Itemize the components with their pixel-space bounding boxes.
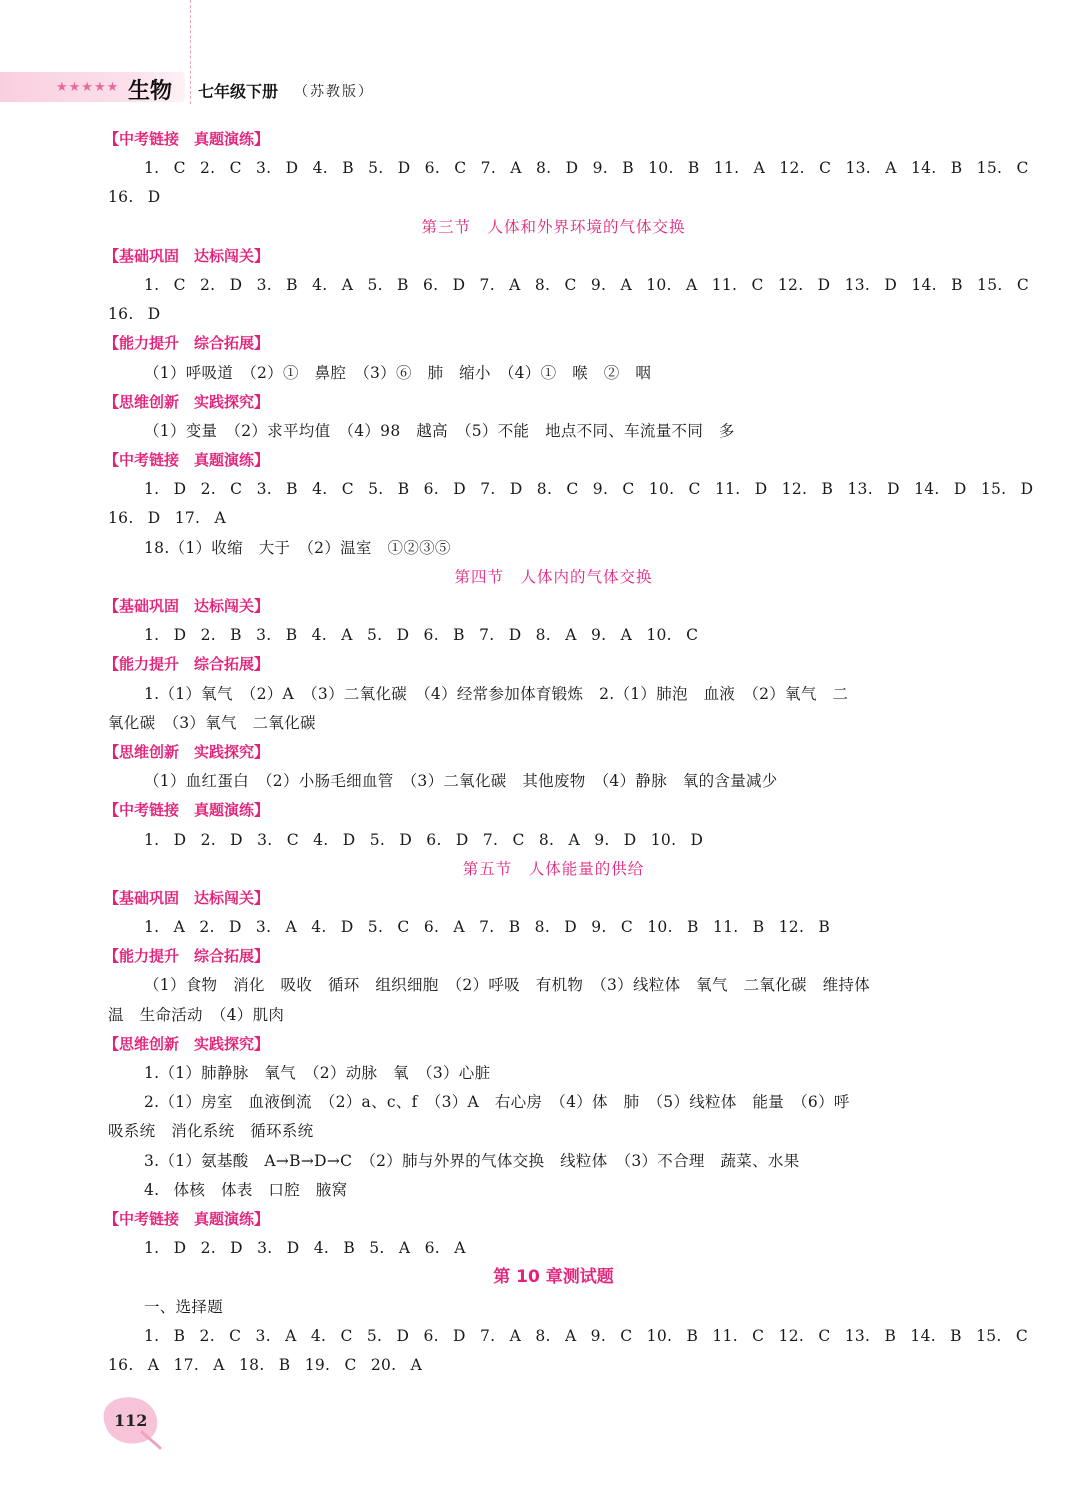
answer-line: 1. A 2. D 3. A 4. D 5. C 6. A 7. B 8. D 9. C 10. B 11. B 12. B [144,918,831,937]
answer-line: 4. 体核 体表 口腔 腋窝 [144,1180,348,1199]
section-tag: 【中考链接 真题演练】 [104,451,270,470]
edition-label: （苏教版） [294,84,374,100]
answer-line: （1）血红蛋白 （2）小肠毛细血管 （3）二氧化碳 其他废物 （4）静脉 氧的含量减少 [144,772,778,791]
answer-line: 1. D 2. D 3. D 4. B 5. A 6. A [144,1239,466,1258]
answer-continuation: 16. A 17. A 18. B 19. C 20. A [108,1355,423,1374]
answer-continuation: 温 生命活动 （4）肌肉 [108,1005,285,1024]
answer-line: （1）呼吸道 （2）① 鼻腔 （3）⑥ 肺 缩小 （4）① 喉 ② 咽 [144,363,652,382]
answer-line: 1. D 2. C 3. B 4. C 5. B 6. D 7. D 8. C 9. C 10. C 11. D 12. B 13. D 14. D 15. D [144,480,1034,499]
answer-continuation: 吸系统 消化系统 循环系统 [108,1122,314,1141]
answer-line: 1.（1）肺静脉 氧气 （2）动脉 氧 （3）心脏 [144,1064,491,1082]
answer-line: 一、选择题 [144,1297,224,1316]
answer-continuation: 氧化碳 （3）氧气 二氧化碳 [108,713,316,732]
section-tag: 【思维创新 实践探究】 [104,392,270,411]
section-tag: 【基础巩固 达标闯关】 [104,888,270,907]
answer-continuation: 16. D [108,188,161,207]
section-tag: 【能力提升 综合拓展】 [104,947,270,966]
section-tag: 【基础巩固 达标闯关】 [104,597,270,615]
answer-line: 1. C 2. D 3. B 4. A 5. B 6. D 7. A 8. C 9. A 10. A 11. C 12. D 13. D 14. B 15. C [144,275,1029,294]
section-heading: 第四节 人体内的气体交换 [454,567,653,586]
answer-line: （1）变量 （2）求平均值 （4）98 越高 （5）不能 地点不同、车流量不同 多 [144,421,735,440]
grade-label: 七年级下册 [198,82,279,101]
section-tag: 【中考链接 真题演练】 [104,801,270,820]
answer-line: （1）食物 消化 吸收 循环 组织细胞 （2）呼吸 有机物 （3）线粒体 氧气 二氧化碳 维持体 [144,976,870,995]
answer-line: 1. C 2. C 3. D 4. B 5. D 6. C 7. A 8. D 9. B 10. B 11. A 12. C 13. A 14. B 15. C [144,159,1029,178]
subject-title: 生物 [128,79,173,104]
rating-stars-icon: ★★★★★ [56,80,120,95]
cut-line [190,0,191,104]
answer-line: 1. B 2. C 3. A 4. C 5. D 6. D 7. A 8. A 9. C 10. B 11. C 12. C 13. B 14. B 15. C [144,1326,1029,1345]
section-tag: 【基础巩固 达标闯关】 [104,246,270,265]
section-heading: 第五节 人体能量的供给 [462,859,645,878]
answer-line: 1. D 2. B 3. B 4. A 5. D 6. B 7. D 8. A 9. A 10. C [144,626,699,645]
section-tag: 【能力提升 综合拓展】 [104,655,270,674]
answer-line: 18.（1）收缩 大于 （2）温室 ①②③⑤ [144,538,451,557]
section-tag: 【中考链接 真题演练】 [104,130,270,148]
answer-continuation: 16. D 17. A [108,509,227,528]
section-tag: 【能力提升 综合拓展】 [104,334,270,353]
page-number: 112 [114,1411,148,1430]
answer-continuation: 16. D [108,305,161,324]
chapter-heading: 第 10 章测试题 [493,1267,614,1288]
answer-line: 1. D 2. D 3. C 4. D 5. D 6. D 7. C 8. A 9. D 10. D [144,830,704,849]
section-tag: 【思维创新 实践探究】 [104,1034,270,1053]
section-heading: 第三节 人体和外界环境的气体交换 [421,217,686,236]
answer-line: 2.（1）房室 血液倒流 （2）a、c、f （3）A 右心房 （4）体 肺 （5）线粒体 能量 （6）呼 [144,1093,850,1112]
section-tag: 【思维创新 实践探究】 [104,742,270,761]
answer-content [0,125,1077,1380]
answer-line: 1.（1）氧气 （2）A （3）二氧化碳 （4）经常参加体育锻炼 2.（1）肺泡 血液 （2）氧气 二 [144,684,849,703]
section-tag: 【中考链接 真题演练】 [104,1209,270,1228]
answer-line: 3.（1）氨基酸 A→B→D→C （2）肺与外界的气体交换 线粒体 （3）不合理 蔬菜、水果 [144,1151,800,1170]
